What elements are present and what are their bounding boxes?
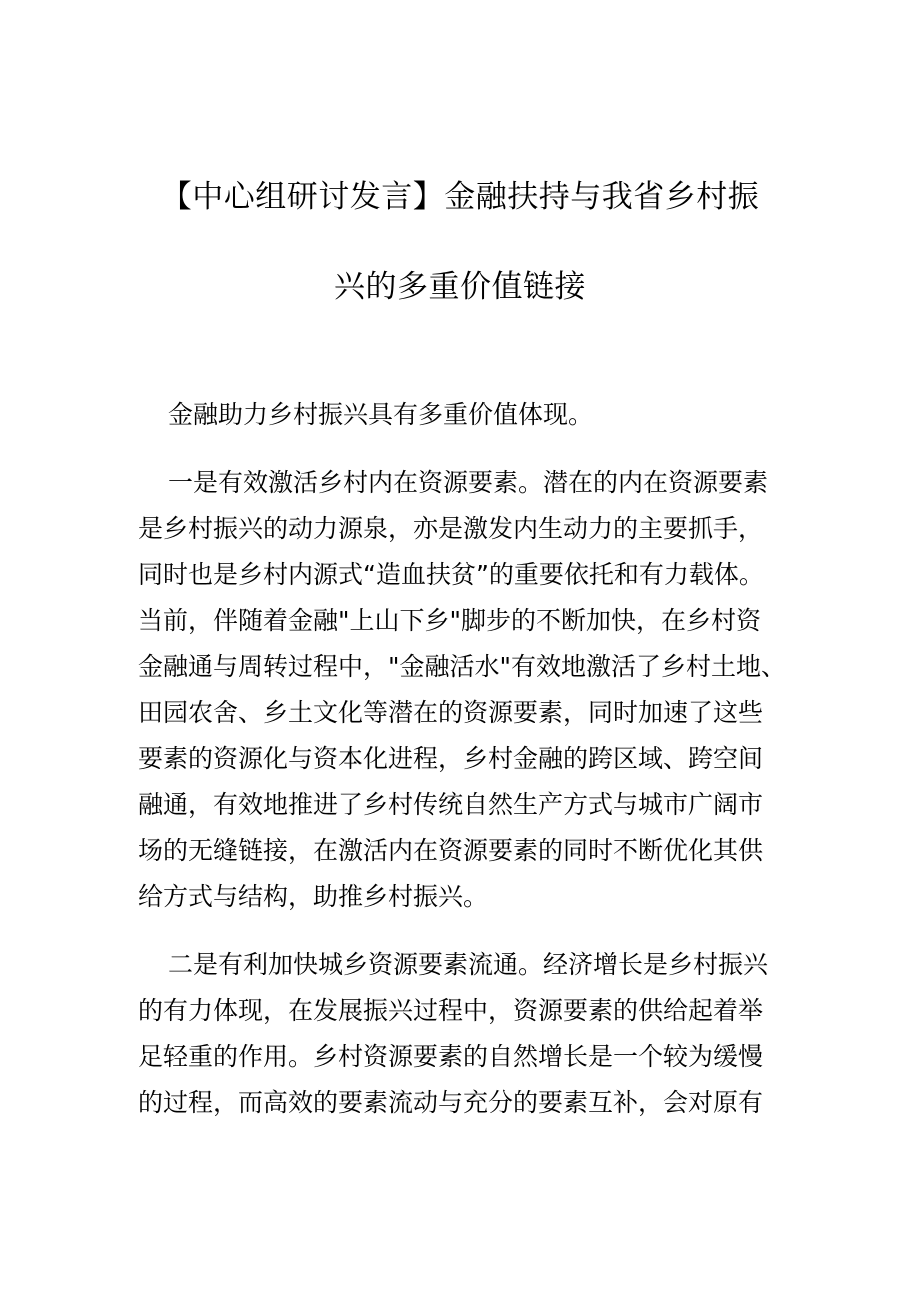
title-line: 兴的多重价值链接 — [334, 269, 586, 305]
paragraph-line: 是乡村振兴的动力源泉，亦是激发内生动力的主要抓手， — [138, 514, 764, 543]
paragraph-line: 二是有利加快城乡资源要素流通。经济增长是乡村振兴 — [168, 950, 769, 979]
paragraph-line: 的有力体现，在发展振兴过程中，资源要素的供给起着举 — [138, 996, 764, 1025]
paragraph-line: 足轻重的作用。乡村资源要素的自然增长是一个较为缓慢 — [138, 1042, 764, 1071]
paragraph-line: 一是有效激活乡村内在资源要素。潜在的内在资源要素 — [168, 468, 769, 497]
paragraph-line: 要素的资源化与资本化进程，乡村金融的跨区域、跨空间 — [138, 744, 764, 773]
paragraph-line: 的过程，而高效的要素流动与充分的要素互补，会对原有 — [138, 1088, 764, 1117]
paragraph-intro — [138, 392, 798, 438]
paragraph-point-one — [138, 460, 798, 920]
paragraph-line: 田园农舍、乡土文化等潜在的资源要素，同时加速了这些 — [138, 698, 764, 727]
paragraph-line: 给方式与结构，助推乡村振兴。 — [138, 882, 489, 911]
paragraph-line: 金融助力乡村振兴具有多重价值体现。 — [168, 400, 594, 429]
paragraph-line: 融通，有效地推进了乡村传统自然生产方式与城市广阔市 — [138, 790, 764, 819]
paragraph-point-two — [138, 942, 798, 1126]
paragraph-line: 当前，伴随着金融"上山下乡"脚步的不断加快，在乡村资 — [138, 606, 762, 635]
title-line: 【中心组研讨发言】金融扶持与我省乡村振 — [160, 179, 760, 215]
document-body — [138, 392, 798, 1148]
paragraph-line: 场的无缝链接，在激活内在资源要素的同时不断优化其供 — [138, 836, 764, 865]
paragraph-line: 同时也是乡村内源式“造血扶贫”的重要依托和有力载体。 — [138, 560, 764, 589]
document-title — [100, 152, 820, 332]
paragraph-line: 金融通与周转过程中，"金融活水"有效地激活了乡村土地、 — [138, 652, 787, 681]
